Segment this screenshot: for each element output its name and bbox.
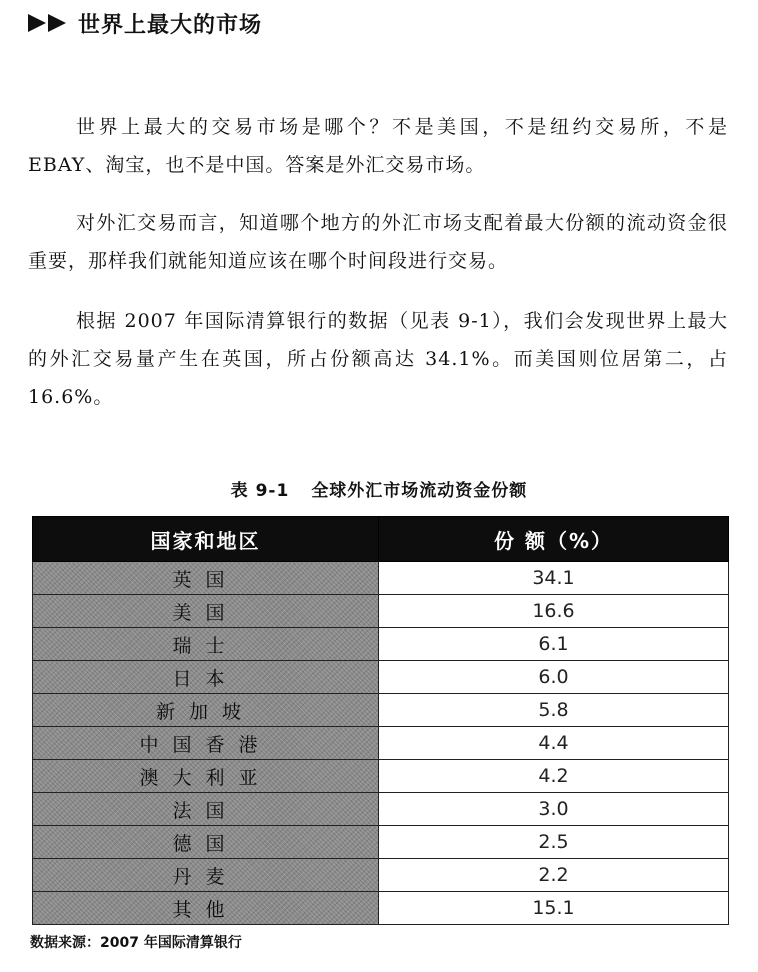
table-row — [33, 661, 729, 694]
country-cell: 中国香港 — [33, 727, 379, 760]
table-row — [33, 892, 729, 925]
table-row — [33, 793, 729, 826]
table-row — [33, 595, 729, 628]
share-cell: 2.5 — [379, 826, 729, 859]
country-cell: 新加坡 — [33, 694, 379, 727]
table-header-row — [33, 517, 729, 562]
table-row — [33, 562, 729, 595]
share-cell: 16.6 — [379, 595, 729, 628]
share-cell: 2.2 — [379, 859, 729, 892]
double-play-arrow-icon — [26, 12, 70, 34]
share-cell: 5.8 — [379, 694, 729, 727]
table-row — [33, 727, 729, 760]
table-caption-title: 全球外汇市场流动资金份额 — [311, 481, 528, 501]
table-caption — [0, 476, 758, 501]
header-share: 份 额（%） — [379, 517, 729, 562]
table-caption-number: 表 9-1 — [230, 481, 290, 501]
share-cell: 4.4 — [379, 727, 729, 760]
country-cell: 美国 — [33, 595, 379, 628]
paragraph-1: 世界上最大的交易市场是哪个？不是美国，不是纽约交易所，不是 EBAY、淘宝，也不是中国。答案是外汇交易市场。 — [28, 116, 728, 176]
header-country: 国家和地区 — [33, 517, 379, 562]
data-source-note: 数据来源：2007 年国际清算银行 — [30, 935, 242, 951]
share-cell: 6.0 — [379, 661, 729, 694]
share-cell: 3.0 — [379, 793, 729, 826]
country-cell: 德国 — [33, 826, 379, 859]
share-cell: 4.2 — [379, 760, 729, 793]
country-cell: 澳大利亚 — [33, 760, 379, 793]
country-cell: 其他 — [33, 892, 379, 925]
country-cell: 法国 — [33, 793, 379, 826]
liquidity-share-table — [32, 516, 729, 925]
table-row — [33, 826, 729, 859]
share-cell: 15.1 — [379, 892, 729, 925]
table-row — [33, 628, 729, 661]
section-title: 世界上最大的市场 — [78, 12, 263, 38]
country-cell: 丹麦 — [33, 859, 379, 892]
country-cell: 瑞士 — [33, 628, 379, 661]
country-cell: 英国 — [33, 562, 379, 595]
paragraph-2: 对外汇交易而言，知道哪个地方的外汇市场支配着最大份额的流动资金很重要，那样我们就能知道应该在哪个时间段进行交易。 — [28, 212, 728, 272]
paragraph-3: 根据 2007 年国际清算银行的数据（见表 9-1），我们会发现世界上最大的外汇交易量产生在英国，所占份额高达 34.1%。而美国则位居第二，占 16.6%。 — [28, 310, 728, 408]
table-row — [33, 694, 729, 727]
country-cell: 日本 — [33, 661, 379, 694]
table-row — [33, 760, 729, 793]
section-heading — [26, 8, 262, 38]
share-cell: 34.1 — [379, 562, 729, 595]
table-row — [33, 859, 729, 892]
share-cell: 6.1 — [379, 628, 729, 661]
